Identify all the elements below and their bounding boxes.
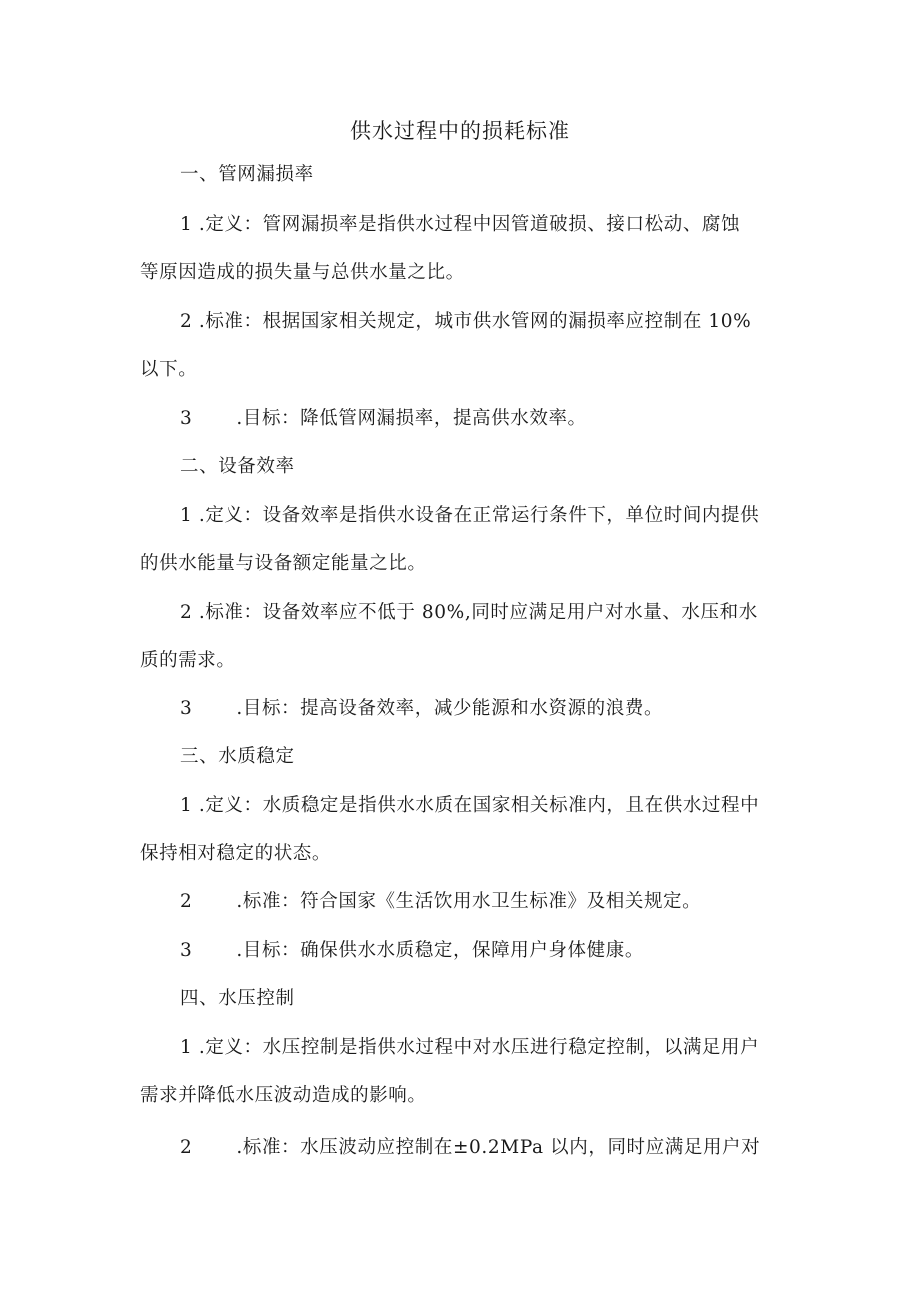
paragraph-line [180, 887, 701, 917]
document-title: 供水过程中的损耗标准 [350, 119, 570, 143]
section-heading-1: 一、管网漏损率 [180, 164, 314, 185]
item-text: .目标：提高设备效率，减少能源和水资源的浪费。 [236, 698, 664, 719]
paragraph-line: 需求并降低水压波动造成的影响。 [140, 1085, 427, 1106]
section-heading-2: 二、设备效率 [180, 456, 295, 477]
paragraph-line: 保持相对稳定的状态。 [140, 843, 332, 864]
paragraph-line [180, 1133, 760, 1163]
item-number: 3 [180, 698, 193, 719]
item-number: 2 [180, 891, 193, 912]
paragraph-line: 1 .定义：设备效率是指供水设备在正常运行条件下，单位时间内提供 [180, 505, 760, 526]
paragraph-line: 质的需求。 [140, 650, 236, 671]
item-text: .目标：确保供水水质稳定，保障用户身体健康。 [236, 940, 644, 961]
paragraph-line: 以下。 [140, 359, 198, 380]
item-text: .标准：符合国家《生活饮用水卫生标准》及相关规定。 [236, 891, 702, 912]
paragraph-line: 的供水能量与设备额定能量之比。 [140, 553, 427, 574]
item-text: .目标：降低管网漏损率，提高供水效率。 [236, 408, 587, 429]
paragraph-line: 2 .标准：设备效率应不低于 80%,同时应满足用户对水量、水压和水 [180, 602, 758, 623]
paragraph-line: 2 .标准：根据国家相关规定，城市供水管网的漏损率应控制在 10% [180, 311, 752, 332]
paragraph-line: 1 .定义：水质稳定是指供水水质在国家相关标准内，且在供水过程中 [180, 795, 760, 816]
paragraph-line [180, 404, 587, 434]
paragraph-line: 1 .定义：管网漏损率是指供水过程中因管道破损、接口松动、腐蚀 [180, 214, 741, 235]
item-number: 2 [180, 1137, 193, 1158]
item-text: .标准：水压波动应控制在±0.2MPa 以内，同时应满足用户对 [236, 1137, 761, 1158]
item-number: 3 [180, 408, 193, 429]
paragraph-line [180, 936, 644, 966]
paragraph-line [180, 694, 663, 724]
section-heading-3: 三、水质稳定 [180, 746, 295, 767]
item-number: 3 [180, 940, 193, 961]
section-heading-4: 四、水压控制 [180, 988, 295, 1009]
paragraph-line: 等原因造成的损失量与总供水量之比。 [140, 262, 465, 283]
paragraph-line: 1 .定义：水压控制是指供水过程中对水压进行稳定控制，以满足用户 [180, 1037, 760, 1058]
